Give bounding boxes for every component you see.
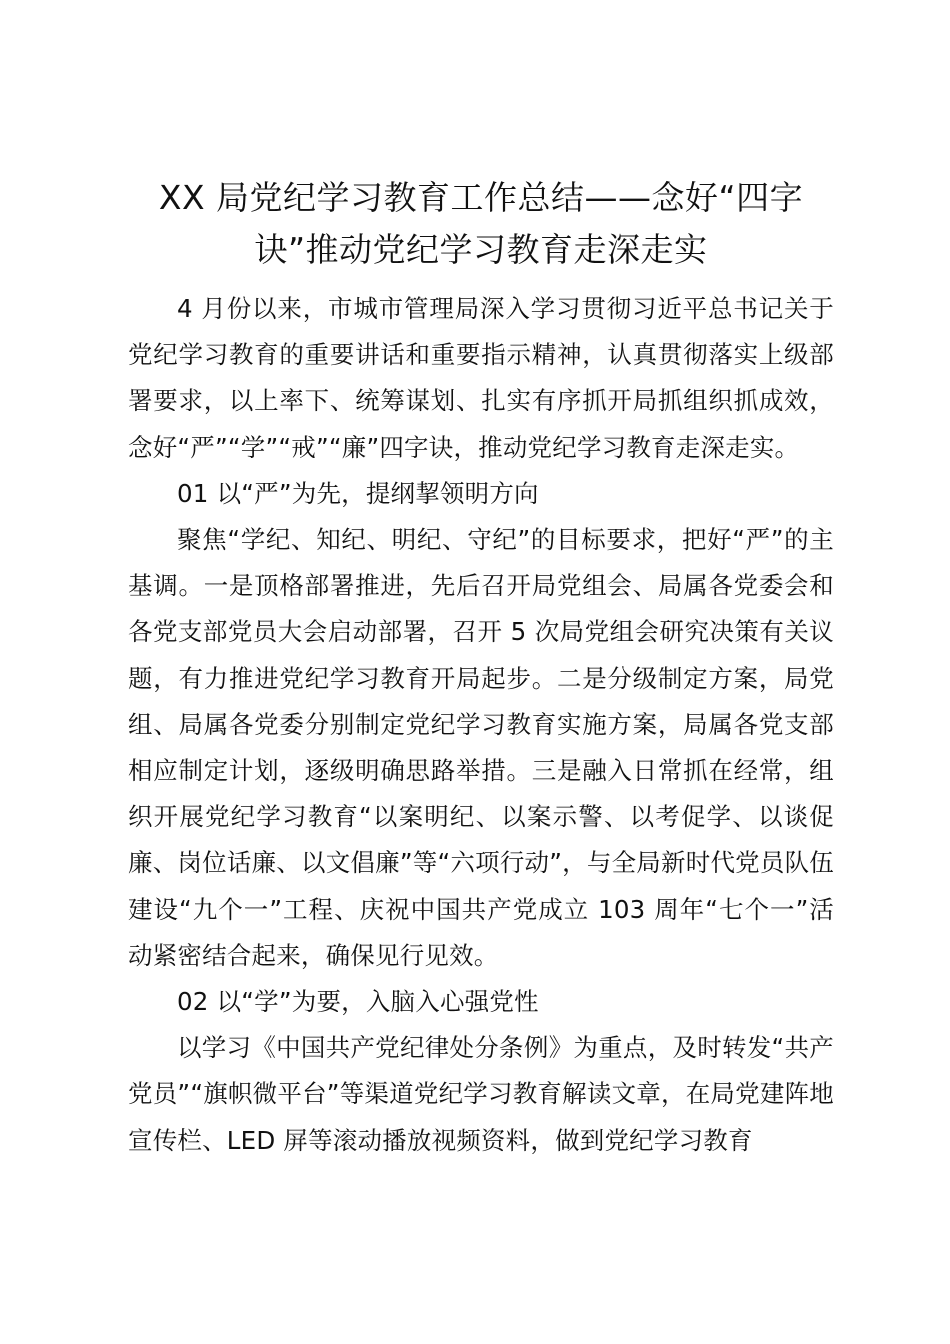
document-body	[128, 286, 834, 1164]
intro-paragraph: 4 月份以来，市城市管理局深入学习贯彻习近平总书记关于党纪学习教育的重要讲话和重要指示精神，认真贯彻落实上级部署要求，以上率下、统筹谋划、扎实有序抓开局抓组织抓成效，念好“严”“学”“戒”“廉”四字诀，推动党纪学习教育走深走实。	[128, 294, 834, 462]
document-page	[128, 172, 834, 1164]
section-01-paragraph: 聚焦“学纪、知纪、明纪、守纪”的目标要求，把好“严”的主基调。一是顶格部署推进，先后召开局党组会、局属各党委会和各党支部党员大会启动部署，召开 5 次局党组会研究决策有关议题，有力推进党纪学习教育开局起步。二是分级制定方案，局党组、局属各党委分别制定党纪学习教育实施方案，局属各党支部相应制定计划，逐级明确思路举措。三是融入日常抓在经常，组织开展党纪学习教育“以案明纪、以案示警、以考促学、以谈促廉、岗位话廉、以文倡廉”等“六项行动”，与全局新时代党员队伍建设“九个一”工程、庆祝中国共产党成立 103 周年“七个一”活动紧密结合起来，确保见行见效。	[128, 525, 834, 970]
section-heading-02: 02 以“学”为要，入脑入心强党性	[177, 987, 539, 1017]
section-02-paragraph: 以学习《中国共产党纪律处分条例》为重点，及时转发“共产党员”“旗帜微平台”等渠道党纪学习教育解读文章，在局党建阵地宣传栏、LED 屏等滚动播放视频资料，做到党纪学习教育	[128, 1033, 834, 1155]
document-title: XX 局党纪学习教育工作总结——念好“四字诀”推动党纪学习教育走深走实	[158, 178, 804, 269]
section-heading-01: 01 以“严”为先，提纲挈领明方向	[177, 478, 539, 508]
